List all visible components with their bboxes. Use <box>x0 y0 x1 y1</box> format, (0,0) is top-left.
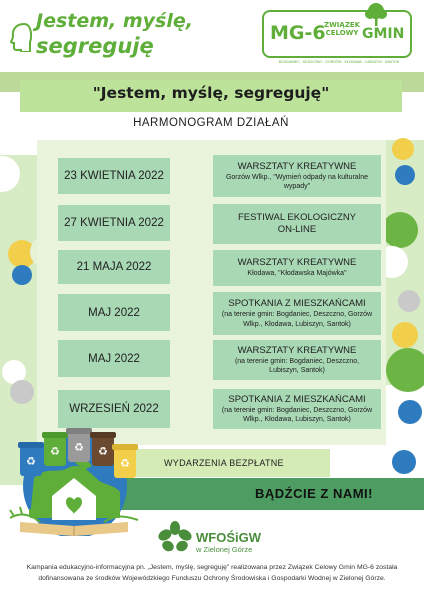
page-title: "Jestem, myślę, segreguję" <box>92 84 330 102</box>
svg-text:♻: ♻ <box>74 441 84 454</box>
mg6-members: BOGDANIEC · DESZCZNO · GORZÓW · KŁODAWA · LUBISZYN · SANTOK <box>278 60 400 64</box>
decor-circle <box>382 212 418 248</box>
bin-blue-icon <box>18 442 44 476</box>
free-events-label: WYDARZENIA BEZPŁATNE <box>164 458 284 468</box>
event-title: FESTIWAL EKOLOGICZNY ON-LINE <box>237 212 357 235</box>
campaign-logo <box>36 10 193 57</box>
decor-circle <box>10 380 34 404</box>
schedule-event <box>213 155 381 197</box>
schedule-event <box>213 250 381 286</box>
page-subtitle: HARMONOGRAM DZIAŁAŃ <box>133 117 289 129</box>
event-title: WARSZTATY KREATYWNE <box>237 344 357 356</box>
event-title: SPOTKANIA Z MIESZKAŃCAMI <box>228 393 366 405</box>
schedule-date: 21 MAJA 2022 <box>58 250 170 284</box>
campaign-logo-line1: Jestem, myślę, <box>36 10 193 32</box>
decor-circle <box>395 165 415 185</box>
mg6-logo-right: GMIN <box>362 26 405 42</box>
schedule-event <box>213 389 381 429</box>
svg-text:♻: ♻ <box>98 445 108 458</box>
campaign-logo-line2: segreguję <box>36 34 154 58</box>
schedule-event <box>213 340 381 380</box>
event-detail: (na terenie gmin: Bogdaniec, Deszczno, Gorzów Wlkp., Kłodawa, Lubiszyn, Santok) <box>221 311 373 328</box>
bin-yellow-icon <box>112 444 138 478</box>
bin-brown-icon <box>90 432 116 466</box>
svg-text:♻: ♻ <box>50 445 60 458</box>
event-title: WARSZTATY KREATYWNE <box>237 160 357 172</box>
event-detail: Kłodawa, "Kłodawska Majówka" <box>247 270 347 278</box>
decor-circle <box>398 290 420 312</box>
tree-icon <box>363 2 389 26</box>
decor-circle <box>392 450 416 474</box>
bin-gray-icon <box>66 428 92 462</box>
schedule-event <box>213 204 381 244</box>
head-silhouette-icon <box>10 22 32 52</box>
recycling-globe-illustration <box>0 418 150 536</box>
schedule-date: 23 KWIETNIA 2022 <box>58 158 170 194</box>
event-detail: Gorzów Wlkp., "Wymień odpady na kulturalne wypady" <box>225 173 369 190</box>
funder-name: WFOŚiGW <box>196 530 261 545</box>
bin-green-icon <box>42 432 68 466</box>
schedule-event <box>213 292 381 335</box>
schedule-date: MAJ 2022 <box>58 340 170 377</box>
event-title: SPOTKANIA Z MIESZKAŃCAMI <box>228 298 366 309</box>
mg6-logo-left: MG-6 <box>270 22 326 44</box>
event-detail: (na terenie gmin: Bogdaniec, Deszczno, Lubiszyn, Santok) <box>234 357 360 374</box>
wfosigw-leaf-icon <box>158 521 192 555</box>
decor-circle <box>398 400 422 424</box>
mg6-logo-mid: ZWIĄZEK CELOWY <box>324 21 361 37</box>
decor-circle <box>392 138 414 160</box>
free-events-box <box>120 449 330 477</box>
event-detail: (na terenie gmin: Bogdaniec, Deszczno, Gorzów Wlkp., Kłodawa, Lubiszyn, Santok) <box>221 406 373 423</box>
schedule-date: 27 KWIETNIA 2022 <box>58 205 170 241</box>
event-title: WARSZTATY KREATYWNE <box>237 257 357 269</box>
svg-text:♻: ♻ <box>120 457 130 470</box>
schedule-date: MAJ 2022 <box>58 294 170 331</box>
decor-circle <box>392 322 418 348</box>
svg-text:♻: ♻ <box>26 455 36 468</box>
decor-circle <box>12 265 32 285</box>
mg6-logo <box>262 10 412 58</box>
footer-note: Kampania edukacyjno-informacyjna pn. „Jestem, myślę, segreguję" realizowana przez Związek Celowy Gmin MG-6 została dofinansowana ze środków Wojewódzkiego Funduszu Ochrony Środowiska i Gospodarki Wodnej w Zielonej Górze. <box>26 564 398 582</box>
cta-banner-text: BĄDŹCIE Z NAMI! <box>255 486 373 501</box>
schedule-date: WRZESIEŃ 2022 <box>58 390 170 428</box>
decor-circle <box>386 348 424 392</box>
funder-sub: w Zielonej Górze <box>196 545 253 554</box>
